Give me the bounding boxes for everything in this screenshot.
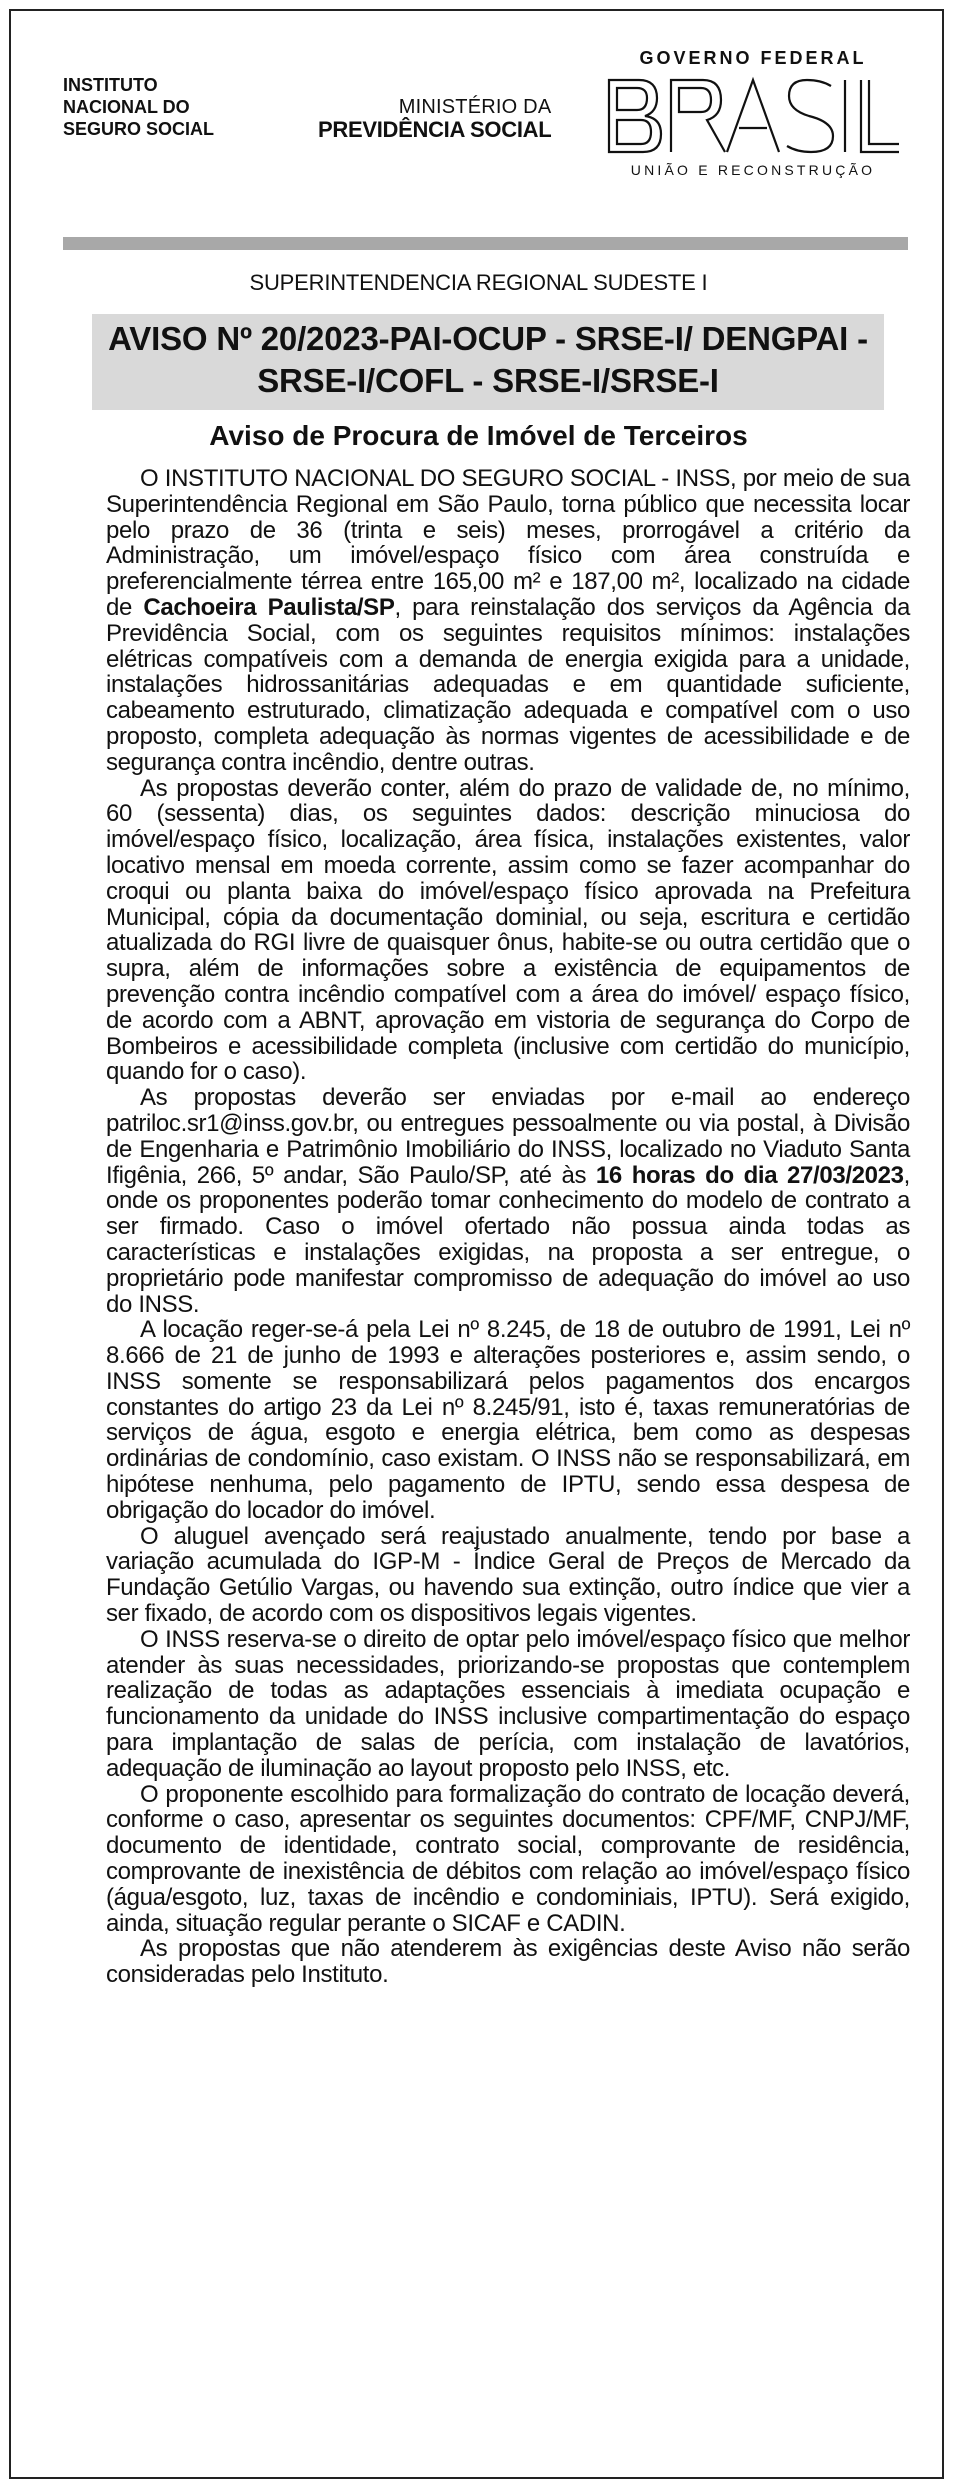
gov-slogan: UNIÃO E RECONSTRUÇÃO [630,162,876,178]
ministerio-logo [318,96,551,142]
paragraph-6: O INSS reserva-se o direito de optar pelo imóvel/espaço físico que melhor atender às suas necessidades, priorizando-se propostas que contemplem realização de todas as adaptações essenciais à imediata ocupação e funcionamento da unidade do INSS inclusive compartimentação do espaço para implantação de salas de perícia, com instalação de lavatórios, adequação de iluminação ao layout proposto pelo INSS, etc. [106,1625,910,1782]
paragraph-3-deadline: 16 horas do dia 27/03/2023 [595,1161,904,1189]
aviso-subtitle: Aviso de Procura de Imóvel de Terceiros [209,420,748,451]
header [63,40,905,220]
paragraph-2: As propostas deverão conter, além do prazo de validade de, no mínimo, 60 (sessenta) dias, os seguintes dados: descrição minuciosa do imóvel/espaço físico, localização, área física, instalações existentes, valor locativo mensal em moeda corrente, assim como se fazer acompanhar do croqui ou planta baixa do imóvel/espaço físico aprovada na Prefeitura Municipal, cópia da documentação dominial, ou seja, escritura e certidão atualizada do RGI livre de quaisquer ônus, habite-se ou outra certidão que o supra, além de informações sobre a existência de equipamentos de prevenção contra incêndio compatível com a área do imóvel/ espaço físico, de acordo com a ABNT, aprovação em vistoria de segurança do Corpo de Bombeiros e acessibilidade completa (inclusive com certidão do município, quando for o caso). [106,774,910,1086]
superintendencia-label: SUPERINTENDENCIA REGIONAL SUDESTE I [249,270,708,295]
paragraph-1-city: Cachoeira Paulista/SP [143,593,395,621]
gov-title: GOVERNO FEDERAL [639,48,867,68]
inss-logo-text: INSTITUTO NACIONAL DO SEGURO SOCIAL [63,75,215,139]
paragraph-3-text-a: As propostas deverão ser enviadas por e-mail ao endereço patriloc.sr1@inss.gov.br, ou entregues pessoalmente ou via postal, à Divisão de Engenharia e Patrimônio Imobiliário do INSS, localizado no Viaduto Santa Ifigênia, 266, 5º andar, São Paulo/SP, até às [106,1084,910,1189]
governo-federal-logo [593,48,913,178]
ministerio-line2: PREVIDÊNCIA SOCIAL [318,117,552,142]
header-divider-bar [63,237,908,250]
paragraph-3 [106,1085,910,1317]
paragraph-1-text-b: , para reinstalação dos serviços da Agência da Previdência Social, com os seguintes requisitos mínimos: instalações elétricas compatíveis com a demanda de energia exigida para a unidade, instalações hidrossanitárias adequadas e em quantidade suficiente, cabeamento estruturado, climatização adequada e compatível com o uso proposto, completa adequação às normas vigentes de acessibilidade e de segurança contra incêndio, dentre outras. [106,593,910,776]
brasil-wordmark-icon [603,76,903,156]
paragraph-1-text-a: O INSTITUTO NACIONAL DO SEGURO SOCIAL - INSS, por meio de sua Superintendência Regional em São Paulo, torna público que necessita locar pelo prazo de 36 (trinta e seis) meses, prorrogável a critério da Administração, um imóvel/espaço físico com área construída e preferencialmente térrea entre 165,00 m² e 187,00 m², localizado na cidade de [106,465,910,621]
paragraph-8: As propostas que não atenderem às exigências deste Aviso não serão consideradas pelo Instituto. [106,1935,910,1989]
paragraph-5: O aluguel avençado será reajustado anualmente, tendo por base a variação acumulada do IGP-M - Índice Geral de Preços de Mercado da Fundação Getúlio Vargas, ou havendo sua extinção, outro índice que vier a ser fixado, de acordo com os dispositivos legais vigentes. [106,1522,910,1628]
paragraph-1 [106,466,910,776]
paragraph-3-text-b: , onde os proponentes poderão tomar conhecimento do modelo de contrato a ser firmado. Caso o imóvel ofertado não possua ainda todas as características e instalações exigidas, na proposta a ser entregue, o proprietário pode manifestar compromisso de adequação do imóvel ao uso do INSS. [106,1161,910,1318]
paragraph-4: A locação reger-se-á pela Lei nº 8.245, de 18 de outubro de 1991, Lei nº 8.666 de 21 de junho de 1993 e alterações posteriores e, assim sendo, o INSS somente se responsabilizará pelos pagamentos dos encargos constantes do artigo 23 da Lei nº 8.245/91, isto é, taxas remuneratórias de serviços de água, esgoto e energia elétrica, bem como as despesas ordinárias de condomínio, caso existam. O INSS não se responsabilizará, em hipótese nenhuma, pelo pagamento de IPTU, sendo essa despesa de obrigação do locador do imóvel. [106,1316,910,1524]
paragraph-7: O proponente escolhido para formalização do contrato de locação deverá, conforme o caso, apresentar os seguintes documentos: CPF/MF, CNPJ/MF, documento de identidade, contrato social, comprovante de residência, comprovante de inexistência de débitos com relação ao imóvel/espaço físico (água/esgoto, luz, taxas de incêndio e condominiais, IPTU). Será exigido, ainda, situação regular perante o SICAF e CADIN. [106,1780,910,1937]
aviso-title: AVISO Nº 20/2023-PAI-OCUP - SRSE-I/ DENGPAI - SRSE-I/COFL - SRSE-I/SRSE-I [108,320,868,399]
aviso-body [106,466,910,1988]
ministerio-line1: MINISTÉRIO DA [398,96,552,118]
